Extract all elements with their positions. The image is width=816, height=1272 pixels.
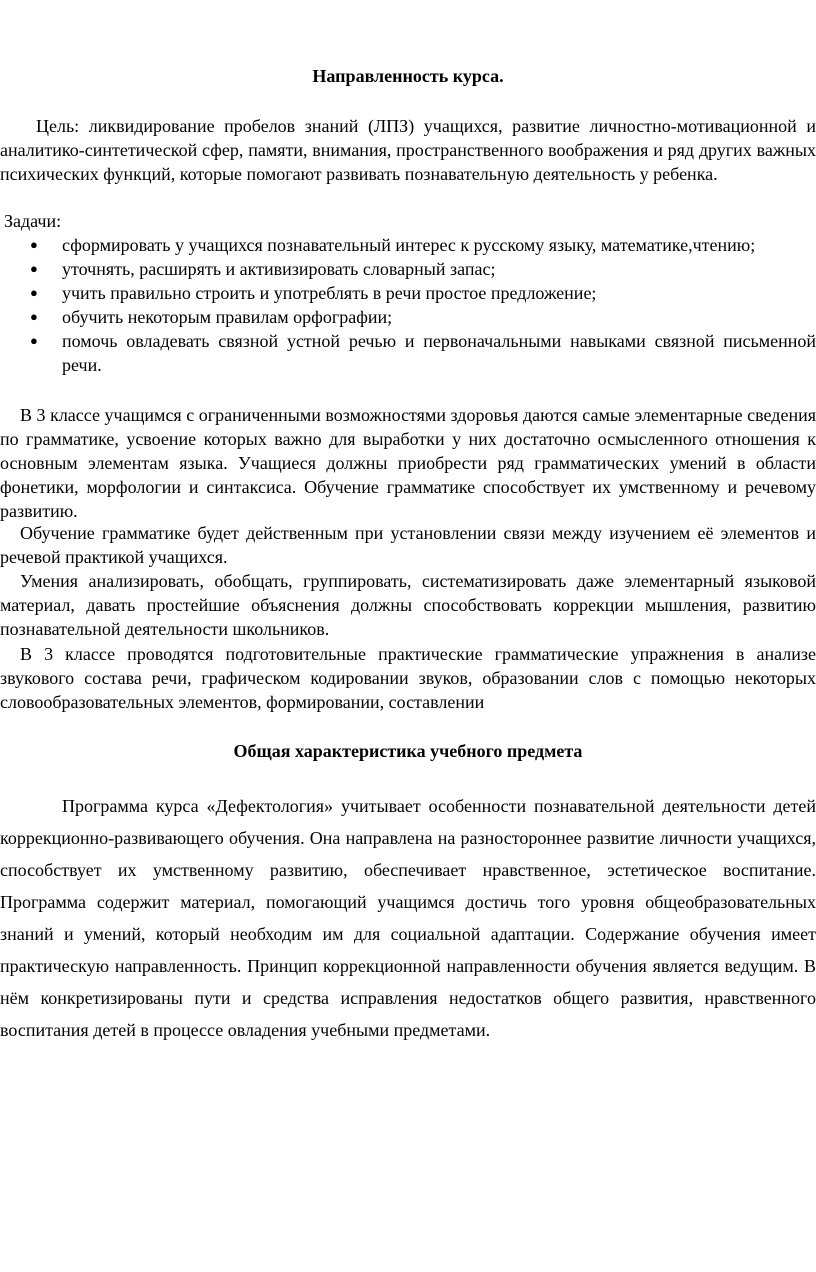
paragraph-grammar-basics: В 3 классе учащимся с ограниченными возможностями здоровья даются самые элементарные сведения по грамматике, усвоение которых важно для выработки у них достаточно осмысленного отношения к основным элементам языка. Учащиеся должны приобрести ряд грамматических умений в области фонетики, морфологии и синтаксиса. Обучение грамматике способствует их умственному и речевому развитию.	[0, 405, 816, 521]
paragraph-exercises: В 3 классе проводятся подготовительные практические грамматические упражнения в анализе звукового состава речи, графическом кодировании звуков, образовании слов с помощью некоторых словообразовательных элементов, формировании, составлении	[0, 644, 816, 712]
list-item-text: учить правильно строить и употреблять в речи простое предложение;	[62, 283, 597, 303]
section-title-subject-characteristics: Общая характеристика учебного предмета	[233, 741, 583, 761]
list-item-text: сформировать у учащихся познавательный интерес к русскому языку, математике,чтению;	[62, 235, 756, 255]
list-item	[0, 233, 816, 257]
tasks-heading: Задачи:	[4, 211, 62, 231]
paragraph-grammar-practice: Обучение грамматике будет действенным при установлении связи между изучением её элементов и речевой практикой учащихся.	[0, 523, 816, 567]
list-item-text: обучить некоторым правилам орфографии;	[62, 307, 393, 327]
bullet-icon: ●	[30, 237, 38, 252]
paragraph-skills: Умения анализировать, обобщать, группировать, систематизировать даже элементарный языковой материал, давать простейшие объяснения должны способствовать коррекции мышления, развитию познавательной деятельности школьников.	[0, 571, 816, 639]
tasks-list	[0, 233, 816, 377]
list-item-text: уточнять, расширять и активизировать словарный запас;	[62, 259, 496, 279]
goal-paragraph: Цель: ликвидирование пробелов знаний (ЛПЗ) учащихся, развитие личностно-мотивационной и аналитико-синтетической сфер, памяти, внимания, пространственного воображения и ряд других важных психических функций, которые помогают развивать познавательную деятельность у ребенка.	[0, 116, 816, 184]
list-item	[0, 257, 816, 281]
paragraph-program-description: Программа курса «Дефектология» учитывает особенности познавательной деятельности детей коррекционно-развивающего обучения. Она направлена на разностороннее развитие личности учащихся, способствует их умственному развитию, обеспечивает нравственное, эстетическое воспитание. Программа содержит материал, помогающий учащимся достичь того уровня общеобразовательных знаний и умений, который необходим им для социальной адаптации. Содержание обучения имеет практическую направленность. Принцип коррекционной направленности обучения является ведущим. В нём конкретизированы пути и средства исправления недостатков общего развития, нравственного воспитания детей в процессе овладения учебными предметами.	[0, 796, 816, 1040]
list-item	[0, 281, 816, 305]
section-title-course-direction: Направленность курса.	[312, 66, 504, 86]
list-item	[0, 305, 816, 329]
list-item	[0, 329, 816, 377]
bullet-icon: ●	[30, 261, 38, 276]
bullet-icon: ●	[30, 309, 38, 324]
bullet-icon: ●	[30, 285, 38, 300]
list-item-text: помочь овладевать связной устной речью и первоначальными навыками связной письменной речи.	[62, 331, 816, 375]
bullet-icon: ●	[30, 333, 38, 348]
